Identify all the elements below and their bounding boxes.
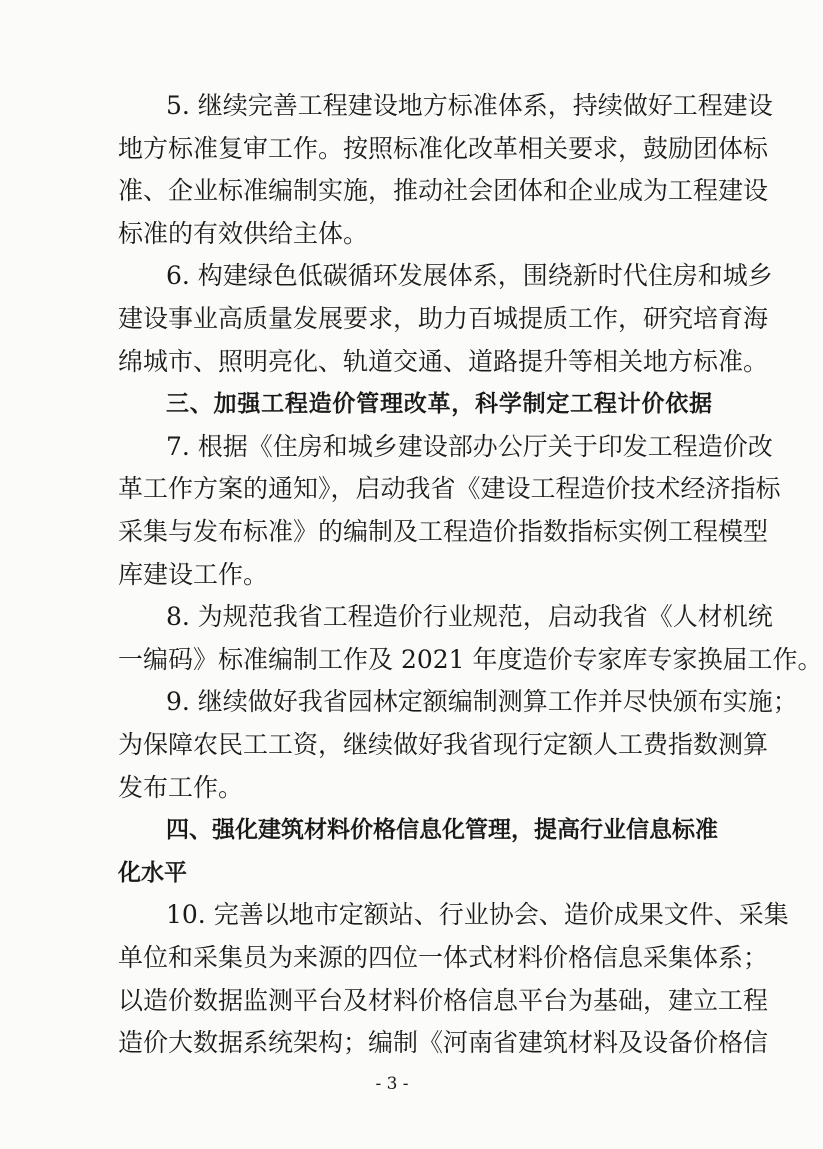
body-text-line: 7. 根据《住房和城乡建设部办公厅关于印发工程造价改 (166, 431, 773, 461)
body-text-line: 8. 为规范我省工程造价行业规范，启动我省《人材机统 (166, 602, 773, 632)
body-text-line: 绵城市、照明亮化、轨道交通、道路提升等相关地方标准。 (118, 346, 769, 376)
body-text-line: 5. 继续完善工程建设地方标准体系，持续做好工程建设 (166, 91, 773, 120)
body-text-line: 发布工作。 (118, 772, 244, 802)
body-text-line: 单位和采集员为来源的四位一体式材料价格信息采集体系； (118, 943, 769, 972)
body-text-line: 采集与发布标准》的编制及工程造价指数指标实例工程模型 (118, 517, 769, 546)
body-text-line: 准、企业标准编制实施，推动社会团体和企业成为工程建设 (118, 176, 769, 206)
body-text-line: 造价大数据系统架构；编制《河南省建筑材料及设备价格信 (118, 1028, 769, 1058)
body-text-line: 以造价数据监测平台及材料价格信息平台为基础，建立工程 (118, 985, 769, 1015)
body-text-line: 10. 完善以地市定额站、行业协会、造价成果文件、采集 (166, 900, 789, 930)
body-text-line: 标准的有效供给主体。 (118, 218, 369, 248)
body-text-line: 一编码》标准编制工作及 2021 年度造价专家库专家换届工作。 (118, 644, 823, 674)
body-text-line: 革工作方案的通知》，启动我省《建设工程造价技术经济指标 (118, 474, 781, 504)
section-heading: 化水平 (118, 859, 187, 886)
page-number: - 3 - (375, 1073, 409, 1094)
section-heading: 三、加强工程造价管理改革，科学制定工程计价依据 (166, 391, 712, 418)
body-text-line: 建设事业高质量发展要求，助力百城提质工作，研究培育海 (118, 304, 769, 333)
section-heading: 四、强化建筑材料价格信息化管理，提高行业信息标准 (166, 817, 718, 844)
body-text-line: 库建设工作。 (118, 559, 269, 589)
body-text-line: 地方标准复审工作。按照标准化改革相关要求，鼓励团体标 (118, 133, 769, 163)
body-text-line: 为保障农民工工资，继续做好我省现行定额人工费指数测算 (118, 730, 769, 759)
body-text-line: 6. 构建绿色低碳循环发展体系，围绕新时代住房和城乡 (166, 261, 773, 291)
body-text-line: 9. 继续做好我省园林定额编制测算工作并尽快颁布实施； (166, 687, 798, 717)
